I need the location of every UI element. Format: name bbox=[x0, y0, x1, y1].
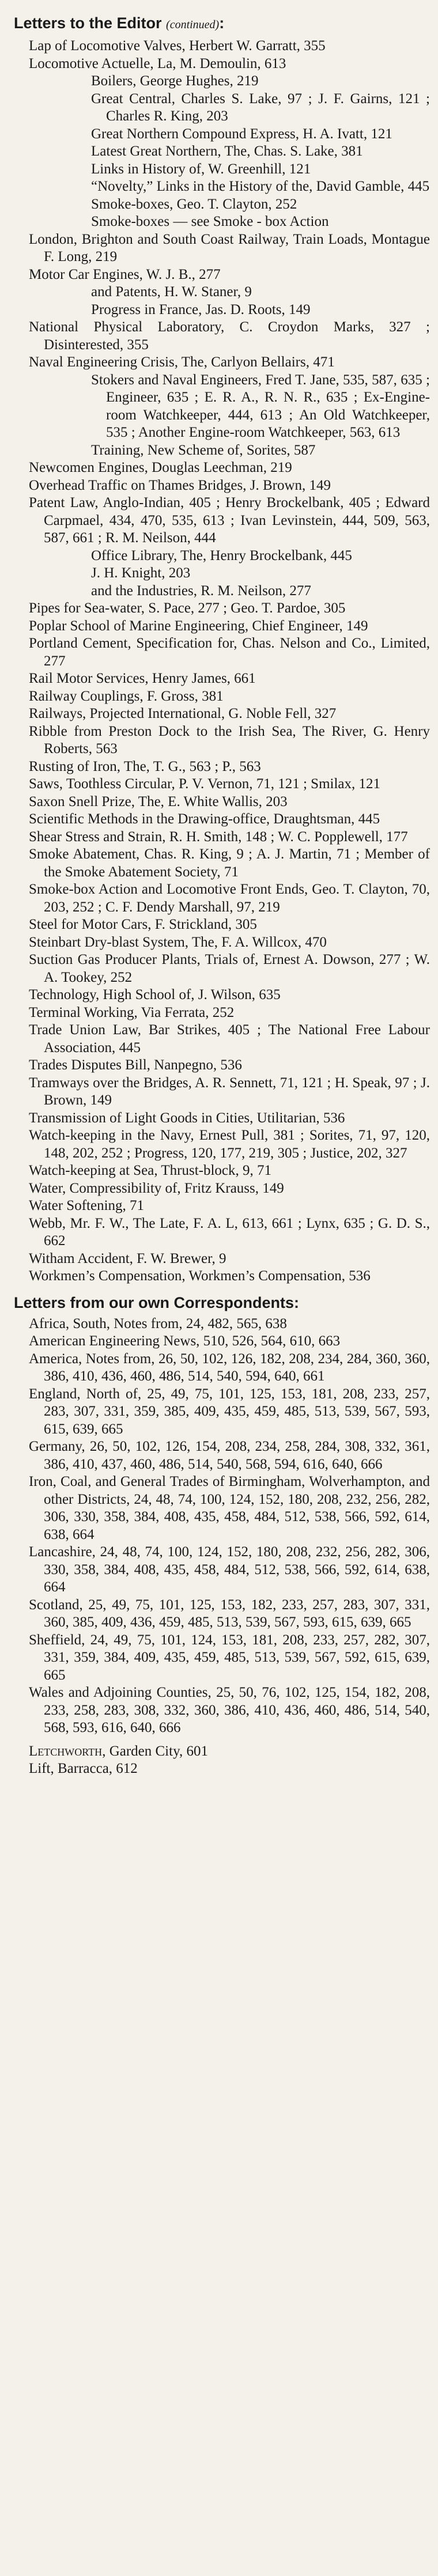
index-entry: Water, Compressibility of, Fritz Krauss, 149 bbox=[29, 1180, 284, 1196]
section-heading-text: Letters from our own Correspondents: bbox=[14, 1293, 300, 1311]
index-entry: Railway Couplings, F. Gross, 381 bbox=[29, 688, 224, 704]
index-entry: National Physical Laboratory, C. Croydon Marks, 327 ; Disinterested, 355 bbox=[29, 319, 430, 353]
index-entry: Saxon Snell Prize, The, E. White Wallis, 203 bbox=[29, 793, 288, 810]
index-entry: Naval Engineering Crisis, The, Carlyon Bellairs, 471 bbox=[29, 354, 335, 370]
index-subentry: Progress in France, Jas. D. Roots, 149 bbox=[91, 301, 311, 317]
index-subentry: “Novelty,” Links in the History of the, David Gamble, 445 bbox=[91, 179, 430, 194]
index-entry: Technology, High School of, J. Wilson, 635 bbox=[29, 987, 281, 1003]
index-entry: Portland Cement, Specification for, Chas. Nelson and Co., Limited, 277 bbox=[29, 636, 430, 669]
index-entry: Wales and Adjoining Counties, 25, 50, 76, 102, 125, 154, 182, 208, 233, 258, 283, 308, 332, 360, 386, 410, 436, 460, 486, 514, 540, 568, 593, 616, 640, 666 bbox=[29, 1685, 430, 1735]
index-subentry: and the Industries, R. M. Neilson, 277 bbox=[91, 582, 311, 599]
index-subentry: Great Northern Compound Express, H. A. Ivatt, 121 bbox=[91, 126, 392, 142]
index-entry: Scotland, 25, 49, 75, 101, 125, 153, 182, 233, 257, 283, 307, 331, 360, 385, 409, 436, 459, 485, 513, 539, 567, 593, 615, 639, 665 bbox=[29, 1597, 430, 1630]
index-entry: Motor Car Engines, W. J. B., 277 bbox=[29, 266, 221, 282]
index-entry: Rail Motor Services, Henry James, 661 bbox=[29, 671, 256, 686]
section-heading bbox=[8, 1293, 430, 1312]
section-heading bbox=[8, 14, 430, 34]
index-entry: Africa, South, Notes from, 24, 482, 565, 638 bbox=[29, 1315, 287, 1331]
index-entry: Steinbart Dry-blast System, The, F. A. Willcox, 470 bbox=[29, 934, 327, 950]
index-subentry: Smoke-boxes, Geo. T. Clayton, 252 bbox=[91, 196, 297, 212]
index-entry: Terminal Working, Via Ferrata, 252 bbox=[29, 1004, 235, 1020]
place-name: Letchworth bbox=[29, 1743, 103, 1759]
entry-text: Lift, Barracca, 612 bbox=[29, 1761, 138, 1776]
index-subentry: Stokers and Naval Engineers, Fred T. Jane, 535, 587, 635 ; Engineer, 635 ; E. R. A., R. N. R., 635 ; Ex-Engine-room Watchkeeper, 444, 613 ; An Old Watchkeeper, 535 ; Another Engine-room Watchkeeper, 563, 613 bbox=[91, 372, 430, 440]
section-heading-note: (continued) bbox=[166, 18, 220, 31]
index-section bbox=[8, 14, 430, 1285]
index-sections bbox=[8, 14, 430, 1737]
index-entry: Pipes for Sea-water, S. Pace, 277 ; Geo. T. Pardoe, 305 bbox=[29, 600, 346, 616]
index-entry: Watch-keeping at Sea, Thrust-block, 9, 71 bbox=[29, 1163, 272, 1178]
index-subentry: Smoke-boxes — see Smoke - box Action bbox=[91, 214, 329, 229]
index-entry: Patent Law, Anglo-Indian, 405 ; Henry Brockelbank, 405 ; Edward Carpmael, 434, 470, 535, 613 ; Ivan Levinstein, 444, 509, 563, 587, 661 ; R. M. Neilson, 444 bbox=[29, 495, 430, 546]
index-entry bbox=[8, 1743, 430, 1761]
index-entry: Watch-keeping in the Navy, Ernest Pull, 381 ; Sorites, 71, 97, 120, 148, 202, 252 ; Progress, 120, 177, 219, 305 ; Justice, 202, 327 bbox=[29, 1128, 430, 1161]
index-subentry: and Patents, H. W. Staner, 9 bbox=[91, 284, 252, 300]
index-entry: Scientific Methods in the Drawing-office, Draughtsman, 445 bbox=[29, 811, 380, 827]
index-entry: Railways, Projected International, G. Noble Fell, 327 bbox=[29, 706, 337, 721]
index-subentry: Latest Great Northern, The, Chas. S. Lake, 381 bbox=[91, 143, 363, 159]
index-subentry: Great Central, Charles S. Lake, 97 ; J. F. Gairns, 121 ; Charles R. King, 203 bbox=[91, 90, 430, 124]
index-entry: Transmission of Light Goods in Cities, Utilitarian, 536 bbox=[29, 1110, 345, 1126]
index-subentry: Training, New Scheme of, Sorites, 587 bbox=[91, 442, 316, 458]
entry-text: , Garden City, 601 bbox=[102, 1743, 208, 1759]
index-subentry: Office Library, The, Henry Brockelbank, 445 bbox=[91, 547, 352, 563]
index-entry: Water Softening, 71 bbox=[29, 1198, 145, 1213]
trailing-entries bbox=[8, 1743, 430, 1778]
index-entry: Steel for Motor Cars, F. Strickland, 305 bbox=[29, 917, 257, 932]
index-entry: Workmen’s Compensation, Workmen’s Compensation, 536 bbox=[29, 1268, 371, 1284]
index-section bbox=[8, 1293, 430, 1737]
index-entry: Poplar School of Marine Engineering, Chief Engineer, 149 bbox=[29, 618, 368, 634]
index-entry bbox=[8, 1760, 430, 1778]
index-entry: Germany, 26, 50, 102, 126, 154, 208, 234, 258, 284, 308, 332, 361, 386, 410, 437, 460, 486, 514, 540, 568, 594, 616, 640, 666 bbox=[29, 1439, 430, 1472]
index-entry: Saws, Toothless Circular, P. V. Vernon, 71, 121 ; Smilax, 121 bbox=[29, 776, 381, 792]
index-entry: Newcomen Engines, Douglas Leechman, 219 bbox=[29, 460, 292, 475]
section-heading-text: Letters to the Editor bbox=[14, 14, 162, 32]
index-entry: Rusting of Iron, The, T. G., 563 ; P., 563 bbox=[29, 758, 261, 774]
index-entry: Trade Union Law, Bar Strikes, 405 ; The National Free Labour Association, 445 bbox=[29, 1022, 430, 1056]
index-entry: Tramways over the Bridges, A. R. Sennett, 71, 121 ; H. Speak, 97 ; J. Brown, 149 bbox=[29, 1075, 430, 1108]
index-entry: London, Brighton and South Coast Railway, Train Loads, Montague F. Long, 219 bbox=[29, 231, 430, 264]
index-entry: Shear Stress and Strain, R. H. Smith, 148 ; W. C. Popplewell, 177 bbox=[29, 829, 408, 845]
index-entry: Witham Accident, F. W. Brewer, 9 bbox=[29, 1250, 226, 1266]
index-entry: Ribble from Preston Dock to the Irish Sea, The River, G. Henry Roberts, 563 bbox=[29, 723, 430, 756]
index-entry: England, North of, 25, 49, 75, 101, 125, 153, 181, 208, 233, 257, 283, 307, 331, 359, 385, 409, 435, 459, 485, 513, 539, 567, 593, 615, 639, 665 bbox=[29, 1386, 430, 1437]
index-entry: Smoke Abatement, Chas. R. King, 9 ; A. J. Martin, 71 ; Member of the Smoke Abatement Society, 71 bbox=[29, 846, 430, 880]
index-entry: America, Notes from, 26, 50, 102, 126, 182, 208, 234, 284, 360, 360, 386, 410, 436, 460, 486, 514, 540, 594, 640, 661 bbox=[29, 1351, 430, 1384]
index-entry: Locomotive Actuelle, La, M. Demoulin, 613 bbox=[29, 55, 286, 71]
index-entry: American Engineering News, 510, 526, 564, 610, 663 bbox=[29, 1333, 341, 1349]
index-entry: Overhead Traffic on Thames Bridges, J. Brown, 149 bbox=[29, 477, 331, 493]
index-entry: Sheffield, 24, 49, 75, 101, 124, 153, 181, 208, 233, 257, 282, 307, 331, 359, 384, 409, 435, 459, 485, 513, 539, 567, 592, 615, 639, 665 bbox=[29, 1632, 430, 1683]
index-subentry: Boilers, George Hughes, 219 bbox=[91, 73, 259, 89]
index-subentry: J. H. Knight, 203 bbox=[91, 565, 191, 581]
index-entry: Lancashire, 24, 48, 74, 100, 124, 152, 180, 208, 232, 256, 282, 306, 330, 358, 384, 408, 435, 458, 484, 512, 538, 566, 592, 614, 638, 664 bbox=[29, 1544, 430, 1595]
index-entry: Smoke-box Action and Locomotive Front Ends, Geo. T. Clayton, 70, 203, 252 ; C. F. Dendy Marshall, 97, 219 bbox=[29, 882, 430, 915]
index-entry: Webb, Mr. F. W., The Late, F. A. L, 613, 661 ; Lynx, 635 ; G. D. S., 662 bbox=[29, 1215, 430, 1249]
index-entry: Iron, Coal, and General Trades of Birmingham, Wolverhampton, and other Districts, 24, 48, 74, 100, 124, 152, 180, 208, 232, 256, 282, 306, 330, 358, 384, 408, 435, 458, 484, 512, 538, 566, 592, 614, 638, 664 bbox=[29, 1474, 430, 1542]
index-entry: Trades Disputes Bill, Nanpegno, 536 bbox=[29, 1057, 242, 1073]
index-entry: Suction Gas Producer Plants, Trials of, Ernest A. Dowson, 277 ; W. A. Tookey, 252 bbox=[29, 952, 430, 985]
index-entry: Lap of Locomotive Valves, Herbert W. Garratt, 355 bbox=[29, 38, 326, 54]
heading-colon: : bbox=[219, 14, 225, 32]
index-subentry: Links in History of, W. Greenhill, 121 bbox=[91, 161, 311, 177]
